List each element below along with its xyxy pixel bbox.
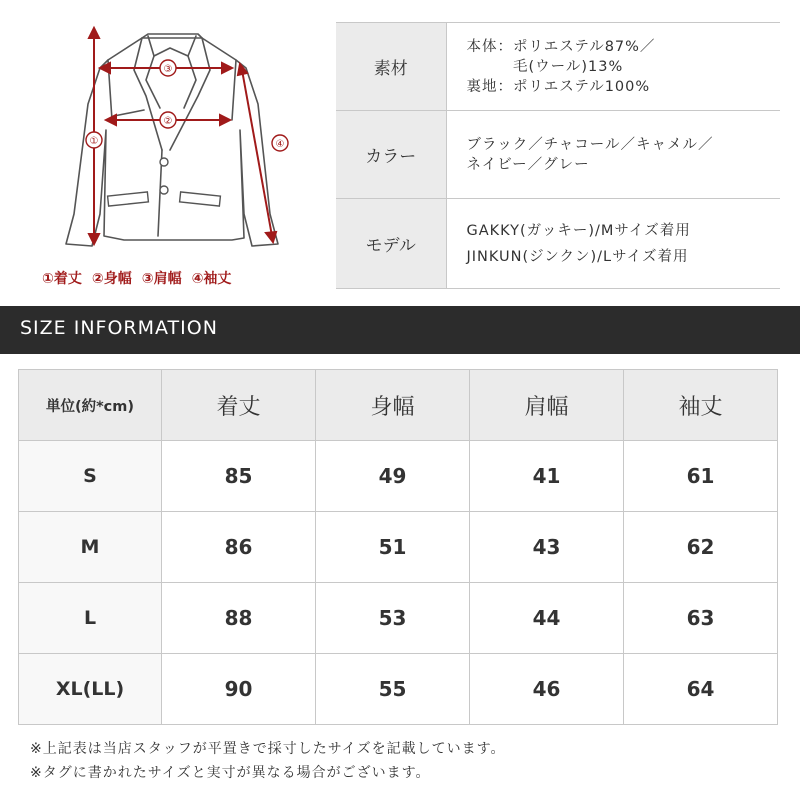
table-cell: 46: [470, 654, 624, 725]
table-cell: 86: [162, 512, 316, 583]
table-cell: 64: [624, 654, 778, 725]
table-row: [19, 512, 778, 583]
button-shape: [160, 186, 168, 194]
note-line: ※タグに書かれたサイズと実寸が異なる場合がございます。: [30, 765, 431, 781]
jacket-illustration: [0, 0, 330, 268]
marker-width: ②: [163, 116, 173, 127]
table-cell: 51: [316, 512, 470, 583]
size-information-header: [0, 306, 800, 354]
marker-shoulder: ③: [163, 64, 173, 75]
table-cell: 53: [316, 583, 470, 654]
spec-value: [446, 111, 780, 199]
spec-label: 素材: [336, 23, 446, 111]
jacket-measurement-diagram: [0, 0, 330, 300]
spec-line: JINKUN(ジンクン)/Lサイズ着用: [466, 248, 689, 265]
measurement-legend: [42, 268, 302, 290]
measurement-notes: [30, 737, 790, 785]
spec-line: GAKKY(ガッキー)/Mサイズ着用: [466, 222, 691, 239]
size-label: S: [19, 441, 162, 512]
spec-label: カラー: [336, 111, 446, 199]
legend-shoulder: ③肩幅: [141, 271, 182, 287]
spec-line: 本体：ポリエステル87%／: [466, 38, 656, 55]
spec-line: ネイビー／グレー: [466, 156, 590, 173]
spec-value: [446, 23, 780, 111]
spec-row-model: [336, 199, 780, 289]
table-cell: 61: [624, 441, 778, 512]
spec-line: ブラック／チャコール／キャメル／: [466, 136, 714, 153]
unit-header: 単位(約*cm): [19, 370, 162, 441]
column-header-length: 着丈: [162, 370, 316, 441]
spec-line: 毛(ウール)13%: [466, 58, 624, 75]
table-cell: 49: [316, 441, 470, 512]
table-cell: 41: [470, 441, 624, 512]
note-line: ※上記表は当店スタッフが平置きで採寸したサイズを記載しています。: [30, 741, 506, 757]
size-label: L: [19, 583, 162, 654]
legend-sleeve: ④袖丈: [191, 271, 232, 287]
spec-line: 裏地：ポリエステル100%: [466, 78, 651, 95]
table-cell: 43: [470, 512, 624, 583]
table-cell: 63: [624, 583, 778, 654]
table-row: [19, 654, 778, 725]
table-cell: 85: [162, 441, 316, 512]
button-shape: [160, 158, 168, 166]
product-spec-table: [336, 22, 780, 289]
column-header-sleeve: 袖丈: [624, 370, 778, 441]
table-row: [19, 583, 778, 654]
size-table: [18, 369, 778, 725]
legend-length: ①着丈: [42, 271, 82, 287]
marker-sleeve: ④: [275, 139, 285, 150]
column-header-width: 身幅: [316, 370, 470, 441]
spec-row-color: [336, 111, 780, 199]
legend-width: ②身幅: [91, 271, 132, 287]
table-cell: 88: [162, 583, 316, 654]
marker-length: ①: [89, 136, 99, 147]
size-label: XL(LL): [19, 654, 162, 725]
table-row: [19, 441, 778, 512]
table-cell: 62: [624, 512, 778, 583]
table-cell: 55: [316, 654, 470, 725]
spec-value: [446, 199, 780, 289]
table-cell: 44: [470, 583, 624, 654]
column-header-shoulder: 肩幅: [470, 370, 624, 441]
size-label: M: [19, 512, 162, 583]
size-table-header: [19, 370, 778, 441]
spec-row-material: [336, 23, 780, 111]
table-cell: 90: [162, 654, 316, 725]
section-title: SIZE INFORMATION: [20, 317, 218, 339]
spec-label: モデル: [336, 199, 446, 289]
